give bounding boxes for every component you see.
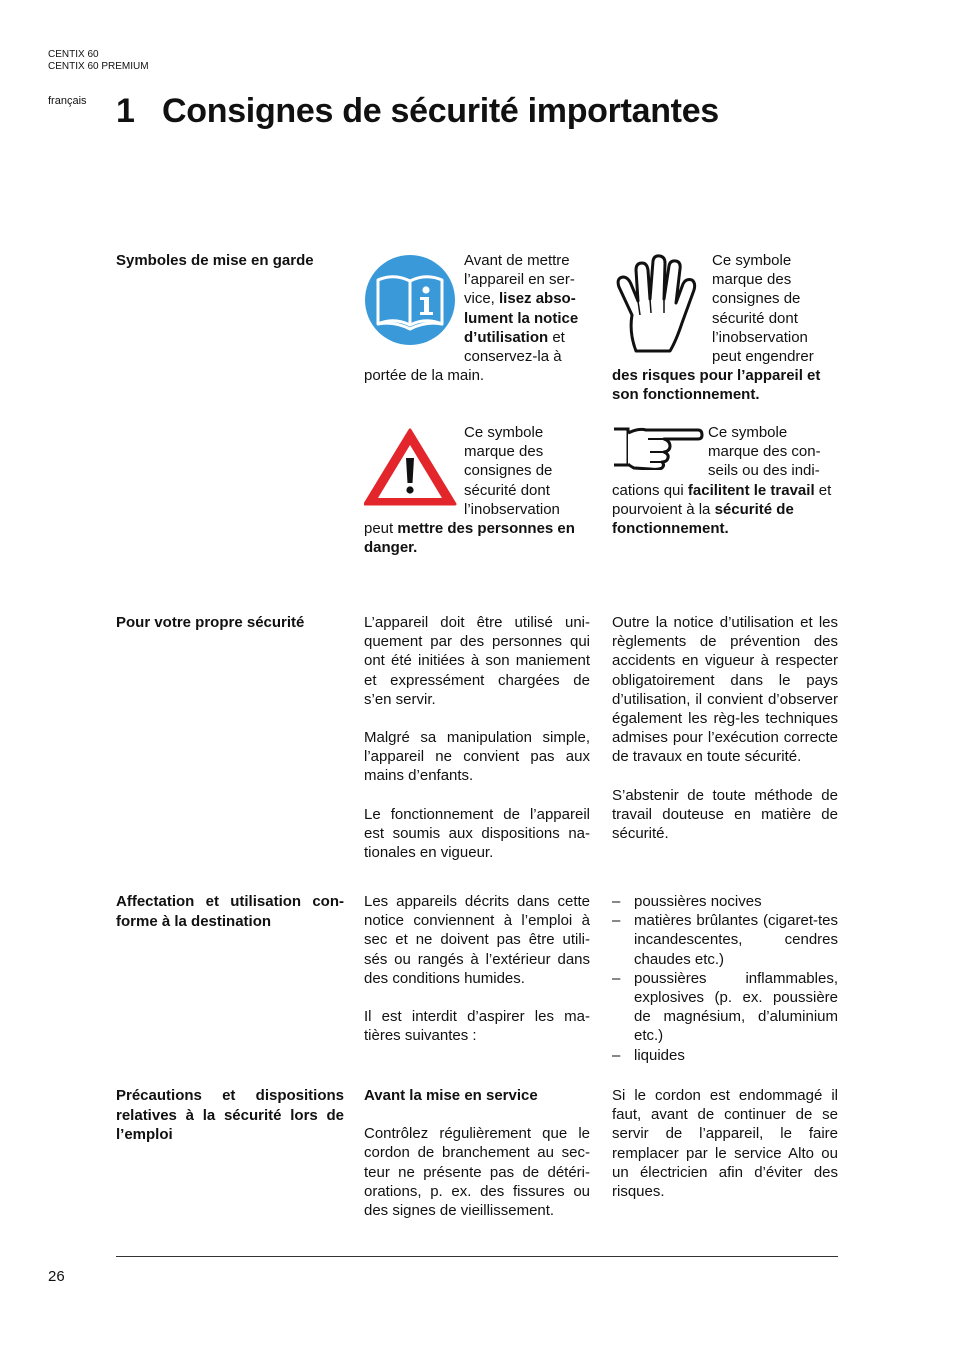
hand-text-bold: des risques pour l’appareil et son fonctionnement. xyxy=(612,367,821,404)
precautions-subheading: Avant la mise en service xyxy=(364,1087,538,1104)
precautions-left-column xyxy=(364,1086,590,1220)
forbidden-materials-list xyxy=(612,892,838,1065)
dash-bullet: – xyxy=(612,969,621,987)
pointing-text: Ce symbole marque des con-seils ou des indi-cations qui xyxy=(612,424,821,499)
hand-symbol-block xyxy=(612,251,838,405)
precautions-heading: Précautions et dispositions relatives à la sécurité lors de l’emploi xyxy=(116,1087,344,1143)
stop-hand-icon xyxy=(612,253,710,359)
footer-divider xyxy=(116,1256,838,1257)
pointing-text-bold: facilitent le travail xyxy=(687,481,815,499)
safety-right-column xyxy=(612,613,838,843)
model-line-2: CENTIX 60 PREMIUM xyxy=(48,61,149,72)
precautions-right-column xyxy=(612,1086,838,1201)
model-name xyxy=(48,49,149,73)
safety-paragraph: Malgré sa manipulation simple, l’appareil ne convient pas aux mains d’enfants. xyxy=(364,729,590,785)
warning-triangle-icon xyxy=(364,425,460,509)
safety-paragraph: S’abstenir de toute méthode de travail douteuse en matière de sécurité. xyxy=(612,786,838,843)
usage-paragraph: Il est interdit d’aspirer les ma-tières suivantes : xyxy=(364,1008,590,1045)
language-label: français xyxy=(48,95,87,107)
dash-bullet: – xyxy=(612,893,621,910)
dash-bullet: – xyxy=(612,1046,621,1064)
list-item-text: poussières nocives xyxy=(634,893,762,910)
usage-heading: Affectation et utilisation con-forme à la destination xyxy=(116,893,344,930)
pointing-text-bold-2: sécurité de fonctionnement. xyxy=(612,500,794,538)
safety-paragraph: Le fonctionnement de l’appareil est soumis aux dispositions na-tionales en vigueur. xyxy=(364,805,590,862)
safety-heading: Pour votre propre sécurité xyxy=(116,614,305,631)
usage-paragraph: Les appareils décrits dans cette notice conviennent à l’emploi à sec et ne doivent pas être utili-sés ou rangés à l’extérieur dans des conditions humides. xyxy=(364,893,590,987)
book-text-end: et conservez-la à portée de la main. xyxy=(364,328,565,385)
list-item xyxy=(612,969,838,1046)
pointing-text-mid: et pourvoient à la xyxy=(612,481,832,518)
hand-text: Ce symbole marque des consignes de sécurité dont l’inobservation peut engendrer xyxy=(712,252,814,366)
precautions-paragraph: Si le cordon est endommagé il faut, avant de continuer de se servir de l’appareil, le faire remplacer par le service Alto ou un électricien afin d’éviter des risques. xyxy=(612,1087,838,1201)
book-text-bold: lisez abso-lument la notice d’utilisation xyxy=(464,290,579,346)
info-book-icon xyxy=(364,253,460,355)
chapter-title: Consignes de sécurité importantes xyxy=(162,92,719,130)
precautions-paragraph: Contrôlez régulièrement que le cordon de branchement au sec-teur ne présente pas de détéri-orations, p. ex. des fissures ou des signes de vieillissement. xyxy=(364,1125,590,1220)
safety-paragraph: L’appareil doit être utilisé uni-quement par des personnes qui ont été initiées à son maniement et expressément chargées de s’en servir. xyxy=(364,614,590,708)
page-title xyxy=(116,92,719,131)
chapter-number: 1 xyxy=(116,92,135,130)
list-item-text: liquides xyxy=(634,1046,685,1064)
usage-left-column xyxy=(364,892,590,1045)
list-item xyxy=(612,892,838,911)
list-item xyxy=(612,1046,838,1065)
dash-bullet: – xyxy=(612,912,621,930)
list-item-text: matières brûlantes (cigaret-tes incandescentes, cendres chaudes etc.) xyxy=(634,912,838,968)
safety-paragraph: Outre la notice d’utilisation et les règlements de prévention des accidents en vigueur à respecter obligatoirement dans le pays d’utilisation, il convient d’observer également les règ-les techniques admises pour l’exécution correcte de travaux en toute sécurité. xyxy=(612,614,838,766)
safety-left-column xyxy=(364,613,590,862)
book-symbol-block xyxy=(364,251,590,385)
pointing-symbol-block xyxy=(612,423,838,538)
model-line-1: CENTIX 60 xyxy=(48,49,99,60)
triangle-text: Ce symbole marque des consignes de sécurité dont l’inobservation peut xyxy=(364,424,560,538)
symbols-heading: Symboles de mise en garde xyxy=(116,252,314,269)
triangle-symbol-block xyxy=(364,423,590,557)
list-item xyxy=(612,911,838,969)
page-number: 26 xyxy=(48,1268,65,1285)
pointing-hand-icon xyxy=(612,424,704,470)
book-text: Avant de mettre l’appareil en ser-vice, xyxy=(464,252,575,308)
list-item-text: poussières inflammables, explosives (p. ex. poussière de magnésium, d’aluminium etc.) xyxy=(634,969,838,1045)
triangle-text-bold: mettre des personnes en danger. xyxy=(364,520,575,557)
